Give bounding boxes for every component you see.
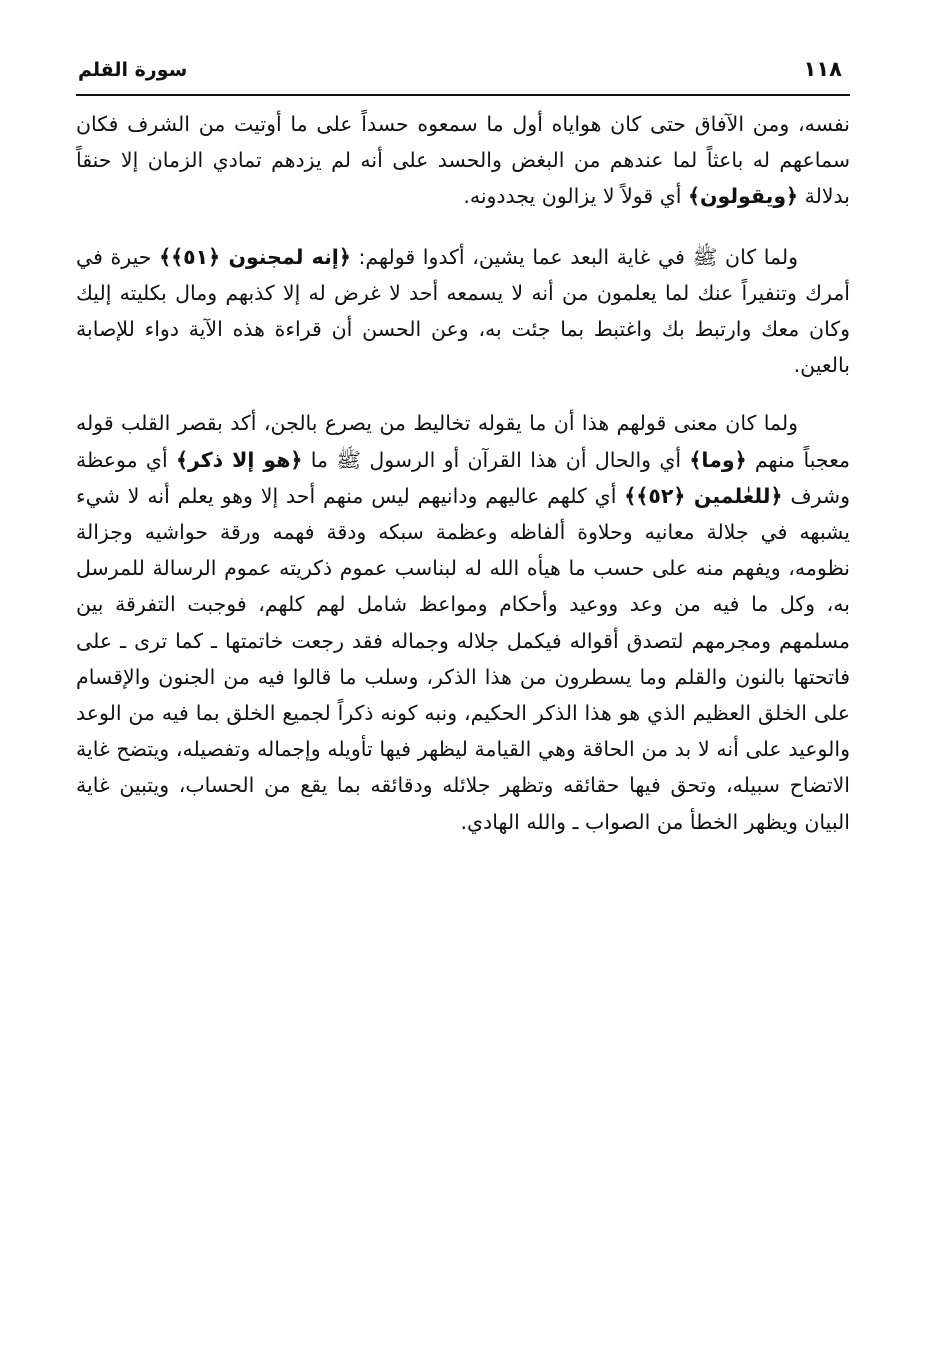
quran-quote: ﴿إنه لمجنون ﴿٥١﴾﴾ [159,244,351,269]
paragraph-3 [76,405,850,839]
surah-title: سورة القلم [78,59,188,81]
paragraph-2 [76,239,850,384]
page-number: ١١٨ [803,57,842,81]
text-segment: أي والحال أن هذا القرآن أو الرسول ﷺ ما [302,447,690,472]
quran-quote: ﴿هو إلا ذكر﴾ [175,447,303,472]
text-segment: أي موعظة وشرف [76,447,850,508]
quran-quote: ﴿ويقولون﴾ [687,184,799,209]
text-segment: ولما كان معنى قولهم هذا أن ما يقوله تخاليط من يصرع بالجن، أكد بقصر القلب قوله معجباً منهم [76,411,850,472]
header-divider [76,94,850,96]
page-header [76,55,850,91]
quran-quote: ﴿للعٰلمين ﴿٥٢﴾﴾ [624,483,783,508]
text-segment: أي قولاً لا يزالون يجددونه. [463,184,688,209]
page-body [76,106,850,840]
text-segment: أي كلهم عاليهم ودانيهم ليس منهم أحد إلا وهو يعلم أنه لا شيء يشبهه في جلالة معانيه وحلاوة ألفاظه وعظمة سبكه ودقة فهمه ورقة حواشيه وجزالة نظومه، ويفهم منه على حسب ما هيأه الله له لبناسب عموم ذكريته عموم الرسالة للمرسل به، وكل ما فيه من وعد ووعيد وأحكام ومواعظ شامل لهم كلهم، فوجبت التفرقة بين مسلمهم ومجرمهم لتصدق أقواله فيكمل جلاله وجماله فقد رجعت خاتمتها ـ كما ترى ـ على فاتحتها بالنون والقلم وما يسطرون من هذا الذكر، وسلب ما قالوا فيه من الجنون والإقسام على الخلق العظيم الذي هو هذا الذكر الحكيم، ونبه كونه ذكراً لجميع الخلق بما فيه من الوعد والوعيد على أنه لا بد من الحاقة وهي القيامة ليظهر فيها تأويله وإجماله وتفصيله، ويتضح غاية الاتضاح سبيله، وتحق فيها حقائقه وتظهر جلائله ودقائقه بما يقع من الحساب، ويتبين غاية البيان ويظهر الخطأ من الصواب ـ والله الهادي. [76,483,850,834]
paragraph-1 [76,106,850,215]
text-segment: نفسه، ومن الآفاق حتى كان هواياه أول ما سمعوه حسداً على ما أوتيت من الشرف فكان سماعهم له باعثاً لما عندهم من البغض والحسد على أنه لم يزدهم تمادي الزمان إلا حنقاً بدلالة [76,112,850,209]
text-segment: حيرة في أمرك وتنفيراً عنك لما يعلمون من أنه لا يسمعه أحد لا غرض له إلا كذبهم ومال بكليته إليك وكان معك وارتبط بك واغتبط بما جئت به، وعن الحسن أن قراءة هذه الآية دواء للإصابة بالعين. [76,244,850,378]
text-segment: ولما كان ﷺ في غاية البعد عما يشين، أكدوا قولهم: [350,244,798,269]
quran-quote: ﴿وما﴾ [689,447,747,472]
